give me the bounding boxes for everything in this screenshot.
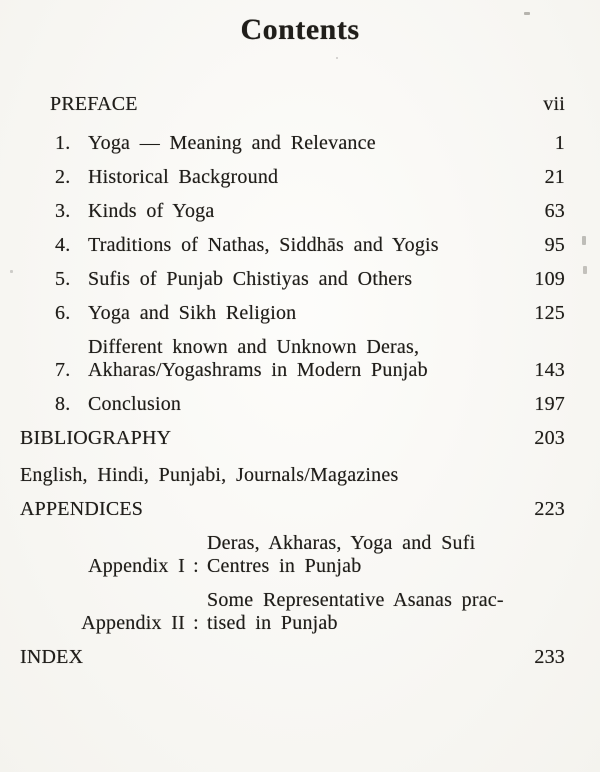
chapter-title-line: Kinds of Yoga	[88, 200, 215, 222]
scan-speckle	[583, 266, 587, 274]
appendix-description-line: Some Representative Asanas prac-	[207, 589, 504, 611]
chapter-title	[88, 336, 505, 382]
toc-chapter-row	[0, 166, 565, 189]
toc-entry-appendices	[0, 498, 565, 521]
page-number: 223	[534, 498, 565, 520]
page-number: 125	[534, 302, 565, 324]
chapter-title-line: Sufis of Punjab Chistiyas and Others	[88, 268, 413, 290]
toc-entry-bibliography-note	[0, 464, 565, 487]
chapter-title	[88, 268, 505, 291]
preface-label: PREFACE	[50, 93, 138, 115]
appendix-label: Appendix I	[88, 555, 185, 577]
page-number: 109	[534, 268, 565, 290]
page-number: vii	[543, 93, 565, 115]
scan-speckle	[582, 236, 586, 245]
page-number: 197	[534, 393, 565, 415]
page-title: Contents	[240, 13, 360, 46]
chapter-title-line: Historical Background	[88, 166, 279, 188]
toc-entry-preface	[0, 93, 565, 116]
chapter-title-line: Different known and Unknown Deras,	[88, 336, 420, 358]
chapter-title	[88, 132, 505, 155]
toc-chapter-row	[0, 302, 565, 325]
chapter-number: 6.	[55, 302, 71, 324]
toc-chapter-row	[0, 132, 565, 155]
chapter-title-line: Conclusion	[88, 393, 182, 415]
toc-chapter-row	[0, 336, 565, 382]
appendices-label: APPENDICES	[20, 498, 144, 520]
toc-chapter-row	[0, 393, 565, 416]
appendix-description-line: Deras, Akharas, Yoga and Sufi	[207, 532, 476, 554]
page-number: 233	[534, 646, 565, 668]
scan-speckle	[94, 272, 97, 275]
appendix-description-line: tised in Punjab	[207, 612, 338, 634]
page-number: 63	[544, 200, 565, 222]
appendix-label: Appendix II	[81, 612, 185, 634]
chapter-title	[88, 200, 505, 223]
appendix-description	[207, 532, 537, 578]
toc-entry-index	[0, 646, 565, 669]
chapter-number: 7.	[55, 359, 71, 381]
toc-chapter-row	[0, 268, 565, 291]
appendix-description	[207, 589, 537, 635]
chapter-title	[88, 393, 505, 416]
page-number: 203	[534, 427, 565, 449]
toc-entry-bibliography	[0, 427, 565, 450]
scan-speckle	[10, 270, 13, 273]
chapter-title	[88, 166, 505, 189]
toc-appendix-row	[0, 589, 565, 635]
table-of-contents	[0, 93, 600, 669]
bibliography-note: English, Hindi, Punjabi, Journals/Magazines	[20, 464, 399, 486]
chapter-number: 4.	[55, 234, 71, 256]
page-number: 21	[544, 166, 565, 188]
appendix-colon: :	[193, 612, 199, 634]
chapter-title	[88, 302, 505, 325]
index-label: INDEX	[20, 646, 84, 668]
chapter-number: 1.	[55, 132, 71, 154]
toc-chapter-row	[0, 234, 565, 257]
appendix-colon: :	[193, 555, 199, 577]
chapter-number: 2.	[55, 166, 71, 188]
page-number: 1	[554, 132, 565, 154]
bibliography-label: BIBLIOGRAPHY	[20, 427, 172, 449]
appendix-description-line: Centres in Punjab	[207, 555, 362, 577]
chapter-title	[88, 234, 505, 257]
chapter-title-line: Traditions of Nathas, Siddhās and Yogis	[88, 234, 439, 256]
chapter-number: 5.	[55, 268, 71, 290]
scan-speckle	[524, 12, 530, 15]
toc-appendix-row	[0, 532, 565, 578]
toc-chapter-row	[0, 200, 565, 223]
page-number: 143	[534, 359, 565, 381]
chapter-number: 3.	[55, 200, 71, 222]
scan-speckle	[336, 57, 338, 59]
chapter-title-line: Akharas/Yogashrams in Modern Punjab	[88, 359, 428, 381]
chapter-title-line: Yoga and Sikh Religion	[88, 302, 297, 324]
page-number: 95	[544, 234, 565, 256]
chapter-number: 8.	[55, 393, 71, 415]
chapter-title-line: Yoga — Meaning and Relevance	[88, 132, 376, 154]
